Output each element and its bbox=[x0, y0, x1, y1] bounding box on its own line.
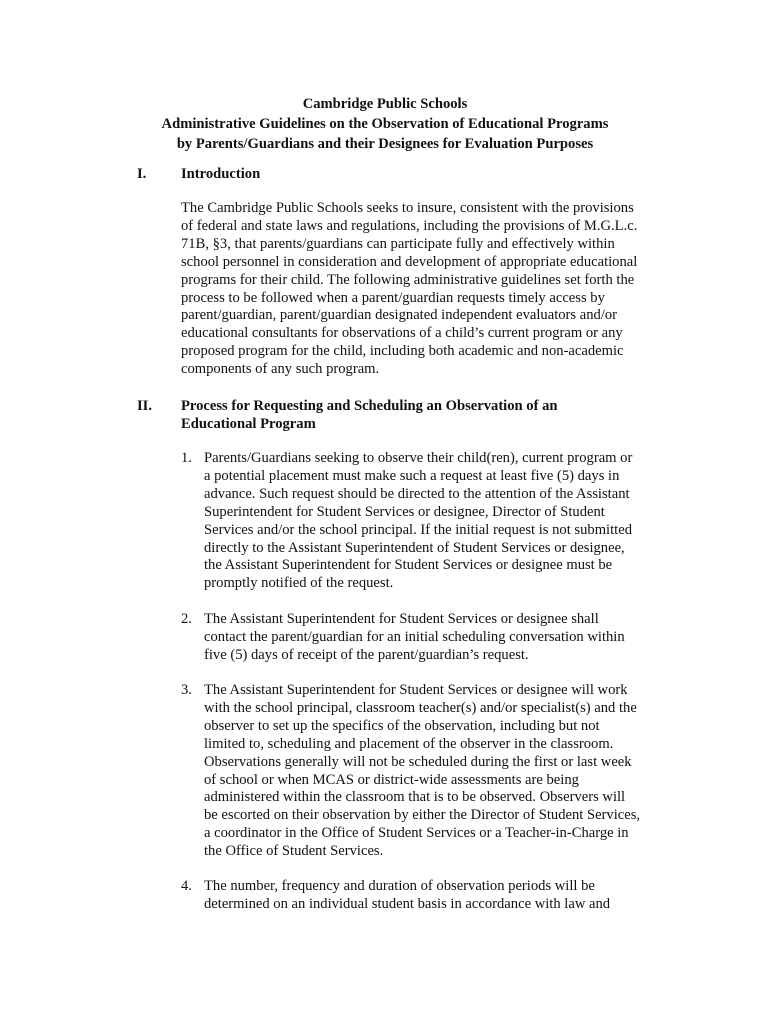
text-line: The number, frequency and duration of observation periods will be bbox=[204, 878, 595, 894]
text-line: with the school principal, classroom teacher(s) and/or specialist(s) and the bbox=[204, 699, 637, 716]
text-line: a coordinator in the Office of Student Services or a Teacher-in-Charge in bbox=[204, 825, 629, 842]
text-line: The Cambridge Public Schools seeks to insure, consistent with the provisions bbox=[181, 200, 634, 216]
text-line: administered within the classroom that is to be observed. Observers will bbox=[204, 789, 626, 806]
text-line: school personnel in consideration and development of appropriate educational bbox=[181, 253, 638, 270]
text-line: Superintendent for Student Services or designee, Director of Student bbox=[204, 503, 605, 520]
introduction-paragraph bbox=[181, 200, 661, 379]
text-line: of federal and state laws and regulations, including the provisions of M.G.L.c. bbox=[181, 217, 638, 234]
text-line: contact the parent/guardian for an initial scheduling conversation within bbox=[204, 628, 625, 645]
list-text bbox=[204, 878, 662, 914]
text-line: the Office of Student Services. bbox=[204, 843, 384, 860]
text-line: components of any such program. bbox=[181, 361, 380, 378]
list-number: 2. bbox=[181, 611, 192, 627]
text-line: process to be followed when a parent/guardian requests timely access by bbox=[181, 289, 605, 306]
title-line-organization: Cambridge Public Schools bbox=[302, 96, 468, 112]
text-line: advance. Such request should be directed to the attention of the Assistant bbox=[204, 485, 630, 502]
text-line: observer to set up the specifics of the observation, including but not bbox=[204, 717, 600, 734]
text-line: parent/guardian, parent/guardian designated independent evaluators and/or bbox=[181, 307, 618, 324]
text-line: Parents/Guardians seeking to observe their child(ren), current program or bbox=[204, 450, 633, 466]
text-line: promptly notified of the request. bbox=[204, 575, 394, 592]
text-line: educational consultants for observations of a child’s current program or any bbox=[181, 325, 623, 342]
text-line: 71B, §3, that parents/guardians can participate fully and effectively within bbox=[181, 235, 615, 252]
list-text bbox=[204, 682, 662, 861]
text-line: Observations generally will not be scheduled during the first or last week bbox=[204, 753, 632, 770]
text-line: The Assistant Superintendent for Student Services or designee will work bbox=[204, 682, 628, 698]
text-line: The Assistant Superintendent for Student Services or designee shall bbox=[204, 611, 599, 627]
title-line-subject: by Parents/Guardians and their Designees for Evaluation Purposes bbox=[176, 136, 594, 152]
list-text bbox=[204, 450, 662, 593]
section-numeral: I. bbox=[137, 166, 147, 182]
text-line: proposed program for the child, including both academic and non-academic bbox=[181, 343, 624, 360]
text-line: determined on an individual student basis in accordance with law and bbox=[204, 895, 611, 912]
list-number: 4. bbox=[181, 878, 192, 894]
text-line: five (5) days of receipt of the parent/guardian’s request. bbox=[204, 646, 529, 663]
text-line: limited to, scheduling and placement of the observer in the classroom. bbox=[204, 735, 614, 752]
text-line: be escorted on their observation by either the Director of Student Services, bbox=[204, 807, 641, 824]
section-numeral: II. bbox=[137, 398, 153, 414]
section-title-line: Process for Requesting and Scheduling an Observation of an bbox=[181, 398, 558, 414]
section-title bbox=[181, 397, 621, 433]
list-text bbox=[204, 611, 662, 665]
text-line: Services and/or the school principal. If the initial request is not submitted bbox=[204, 521, 632, 538]
title-line-guidelines: Administrative Guidelines on the Observation of Educational Programs bbox=[161, 116, 609, 132]
list-number: 3. bbox=[181, 682, 192, 698]
section-title: Introduction bbox=[181, 166, 261, 182]
text-line: a potential placement must make such a request at least five (5) days in bbox=[204, 467, 620, 484]
text-line: programs for their child. The following administrative guidelines set forth the bbox=[181, 271, 635, 288]
text-line: of school or when MCAS or district-wide assessments are being bbox=[204, 771, 579, 788]
document-title bbox=[0, 94, 770, 154]
list-number: 1. bbox=[181, 450, 192, 466]
text-line: directly to the Assistant Superintendent of Student Services or designee, bbox=[204, 539, 625, 556]
text-line: the Assistant Superintendent for Student Services or designee must be bbox=[204, 557, 613, 574]
section-title-line: Educational Program bbox=[181, 416, 316, 432]
